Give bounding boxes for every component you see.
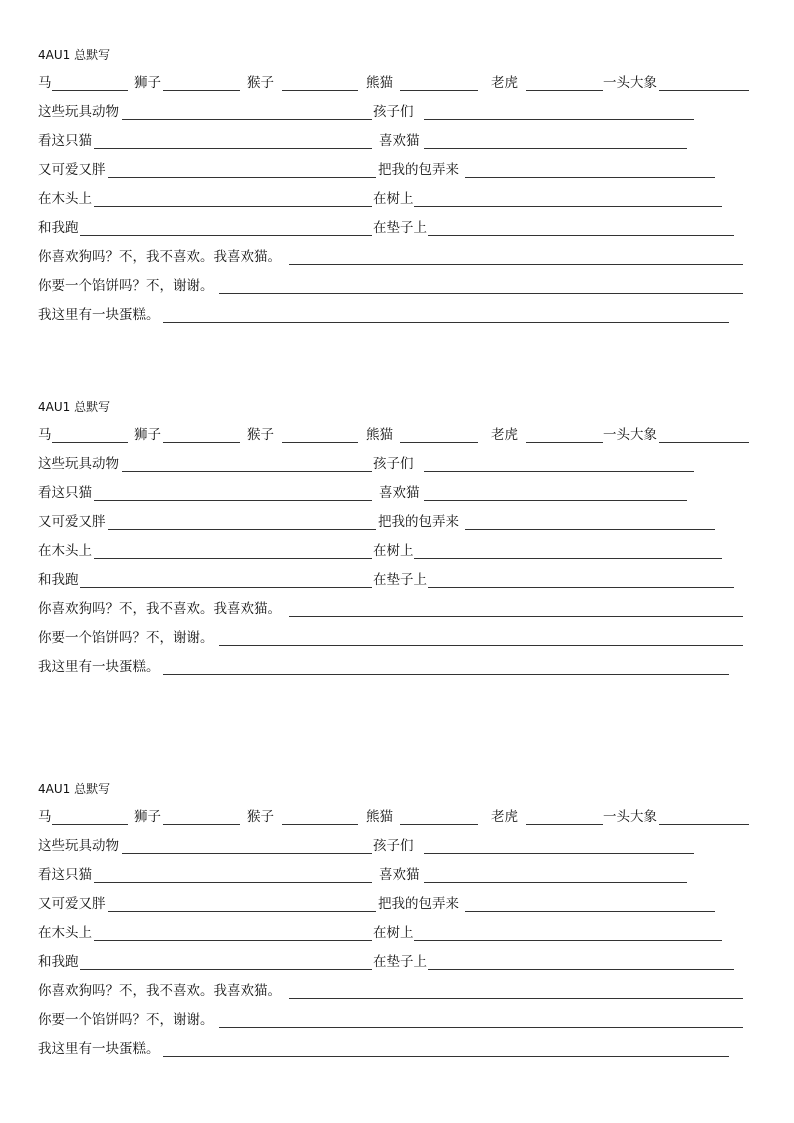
phrase-label: 喜欢猫	[379, 485, 420, 501]
answer-blank[interactable]	[428, 969, 734, 970]
word-label: 老虎	[491, 427, 518, 443]
word-label: 老虎	[491, 75, 518, 91]
answer-blank[interactable]	[400, 824, 478, 825]
word-label: 猴子	[247, 75, 274, 91]
dictation-block-3	[38, 780, 758, 1069]
sentence-row	[38, 277, 758, 306]
words-row	[38, 74, 758, 103]
sentence-label: 你喜欢狗吗？不，我不喜欢。我喜欢猫。	[38, 249, 281, 265]
answer-blank[interactable]	[414, 940, 722, 941]
phrase-label: 这些玩具动物	[38, 838, 119, 854]
answer-blank[interactable]	[424, 853, 694, 854]
phrase-label: 喜欢猫	[379, 133, 420, 149]
word-label: 猴子	[247, 427, 274, 443]
word-label: 狮子	[134, 75, 161, 91]
phrase-label: 把我的包弄来	[378, 896, 459, 912]
answer-blank[interactable]	[424, 471, 694, 472]
word-label: 一头大象	[603, 427, 657, 443]
answer-blank[interactable]	[94, 148, 372, 149]
answer-blank[interactable]	[282, 824, 358, 825]
phrase-label: 孩子们	[373, 456, 414, 472]
phrase-row	[38, 513, 758, 542]
phrase-row	[38, 455, 758, 484]
phrase-label: 又可爱又胖	[38, 514, 106, 530]
answer-blank[interactable]	[526, 442, 603, 443]
answer-blank[interactable]	[424, 500, 687, 501]
answer-blank[interactable]	[94, 882, 372, 883]
answer-blank[interactable]	[424, 148, 687, 149]
phrase-row	[38, 542, 758, 571]
answer-blank[interactable]	[94, 940, 372, 941]
word-label: 狮子	[134, 427, 161, 443]
answer-blank[interactable]	[659, 90, 749, 91]
phrase-row	[38, 866, 758, 895]
word-label: 狮子	[134, 809, 161, 825]
answer-blank[interactable]	[94, 500, 372, 501]
answer-blank[interactable]	[424, 119, 694, 120]
answer-blank[interactable]	[282, 442, 358, 443]
answer-blank[interactable]	[424, 882, 687, 883]
word-label: 马	[38, 809, 52, 825]
word-label: 马	[38, 427, 52, 443]
answer-blank[interactable]	[163, 824, 240, 825]
phrase-row	[38, 895, 758, 924]
word-label: 马	[38, 75, 52, 91]
phrase-label: 和我跑	[38, 220, 79, 236]
answer-blank[interactable]	[465, 911, 715, 912]
phrase-row	[38, 190, 758, 219]
phrase-label: 在木头上	[38, 543, 92, 559]
phrase-label: 又可爱又胖	[38, 162, 106, 178]
sentence-row	[38, 248, 758, 277]
worksheet-title: 4AU1 总默写	[38, 48, 111, 62]
sentence-label: 我这里有一块蛋糕。	[38, 307, 160, 323]
answer-blank[interactable]	[289, 264, 743, 265]
answer-blank[interactable]	[94, 558, 372, 559]
phrase-row	[38, 837, 758, 866]
word-label: 一头大象	[603, 809, 657, 825]
phrase-label: 在树上	[373, 191, 414, 207]
answer-blank[interactable]	[289, 998, 743, 999]
phrase-label: 在垫子上	[373, 572, 427, 588]
answer-blank[interactable]	[414, 206, 722, 207]
answer-blank[interactable]	[52, 442, 128, 443]
answer-blank[interactable]	[108, 911, 376, 912]
answer-blank[interactable]	[219, 293, 743, 294]
phrase-row	[38, 132, 758, 161]
phrase-label: 这些玩具动物	[38, 456, 119, 472]
phrase-label: 在树上	[373, 925, 414, 941]
answer-blank[interactable]	[122, 853, 372, 854]
sentence-label: 我这里有一块蛋糕。	[38, 1041, 160, 1057]
answer-blank[interactable]	[219, 645, 743, 646]
phrase-label: 孩子们	[373, 838, 414, 854]
answer-blank[interactable]	[414, 558, 722, 559]
phrase-label: 和我跑	[38, 954, 79, 970]
sentence-label: 你要一个馅饼吗？不，谢谢。	[38, 630, 214, 646]
word-label: 熊猫	[366, 809, 393, 825]
sentence-label: 你要一个馅饼吗？不，谢谢。	[38, 278, 214, 294]
sentence-row	[38, 306, 758, 335]
phrase-row	[38, 924, 758, 953]
sentence-label: 我这里有一块蛋糕。	[38, 659, 160, 675]
answer-blank[interactable]	[122, 119, 372, 120]
sentence-label: 你要一个馅饼吗？不，谢谢。	[38, 1012, 214, 1028]
dictation-block-1	[38, 46, 758, 335]
answer-blank[interactable]	[659, 824, 749, 825]
phrase-label: 把我的包弄来	[378, 162, 459, 178]
answer-blank[interactable]	[108, 177, 376, 178]
phrase-row	[38, 953, 758, 982]
dictation-block-2	[38, 398, 758, 687]
phrase-row	[38, 161, 758, 190]
word-label: 一头大象	[603, 75, 657, 91]
sentence-row	[38, 600, 758, 629]
phrase-row	[38, 484, 758, 513]
answer-blank[interactable]	[219, 1027, 743, 1028]
answer-blank[interactable]	[428, 235, 734, 236]
answer-blank[interactable]	[659, 442, 749, 443]
phrase-label: 在树上	[373, 543, 414, 559]
phrase-label: 看这只猫	[38, 485, 92, 501]
sentence-label: 你喜欢狗吗？不，我不喜欢。我喜欢猫。	[38, 601, 281, 617]
word-label: 猴子	[247, 809, 274, 825]
answer-blank[interactable]	[108, 529, 376, 530]
word-label: 老虎	[491, 809, 518, 825]
sentence-row	[38, 1011, 758, 1040]
phrase-label: 孩子们	[373, 104, 414, 120]
phrase-label: 在木头上	[38, 925, 92, 941]
answer-blank[interactable]	[52, 824, 128, 825]
sentence-row	[38, 658, 758, 687]
phrase-label: 看这只猫	[38, 867, 92, 883]
answer-blank[interactable]	[400, 442, 478, 443]
answer-blank[interactable]	[122, 471, 372, 472]
sentence-label: 你喜欢狗吗？不，我不喜欢。我喜欢猫。	[38, 983, 281, 999]
word-label: 熊猫	[366, 427, 393, 443]
answer-blank[interactable]	[526, 90, 603, 91]
phrase-row	[38, 571, 758, 600]
answer-blank[interactable]	[163, 322, 729, 323]
answer-blank[interactable]	[465, 529, 715, 530]
phrase-row	[38, 219, 758, 248]
answer-blank[interactable]	[465, 177, 715, 178]
answer-blank[interactable]	[80, 587, 372, 588]
answer-blank[interactable]	[163, 674, 729, 675]
answer-blank[interactable]	[163, 90, 240, 91]
phrase-label: 这些玩具动物	[38, 104, 119, 120]
phrase-label: 喜欢猫	[379, 867, 420, 883]
phrase-label: 又可爱又胖	[38, 896, 106, 912]
phrase-label: 把我的包弄来	[378, 514, 459, 530]
worksheet-title: 4AU1 总默写	[38, 400, 111, 414]
answer-blank[interactable]	[282, 90, 358, 91]
phrase-label: 在木头上	[38, 191, 92, 207]
answer-blank[interactable]	[428, 587, 734, 588]
sentence-row	[38, 1040, 758, 1069]
phrase-row	[38, 103, 758, 132]
answer-blank[interactable]	[163, 442, 240, 443]
phrase-label: 在垫子上	[373, 954, 427, 970]
worksheet-title: 4AU1 总默写	[38, 782, 111, 796]
word-label: 熊猫	[366, 75, 393, 91]
answer-blank[interactable]	[80, 235, 372, 236]
sentence-row	[38, 982, 758, 1011]
answer-blank[interactable]	[80, 969, 372, 970]
sentence-row	[38, 629, 758, 658]
answer-blank[interactable]	[526, 824, 603, 825]
phrase-label: 和我跑	[38, 572, 79, 588]
answer-blank[interactable]	[400, 90, 478, 91]
answer-blank[interactable]	[52, 90, 128, 91]
answer-blank[interactable]	[289, 616, 743, 617]
answer-blank[interactable]	[94, 206, 372, 207]
phrase-label: 看这只猫	[38, 133, 92, 149]
answer-blank[interactable]	[163, 1056, 729, 1057]
words-row	[38, 808, 758, 837]
words-row	[38, 426, 758, 455]
phrase-label: 在垫子上	[373, 220, 427, 236]
